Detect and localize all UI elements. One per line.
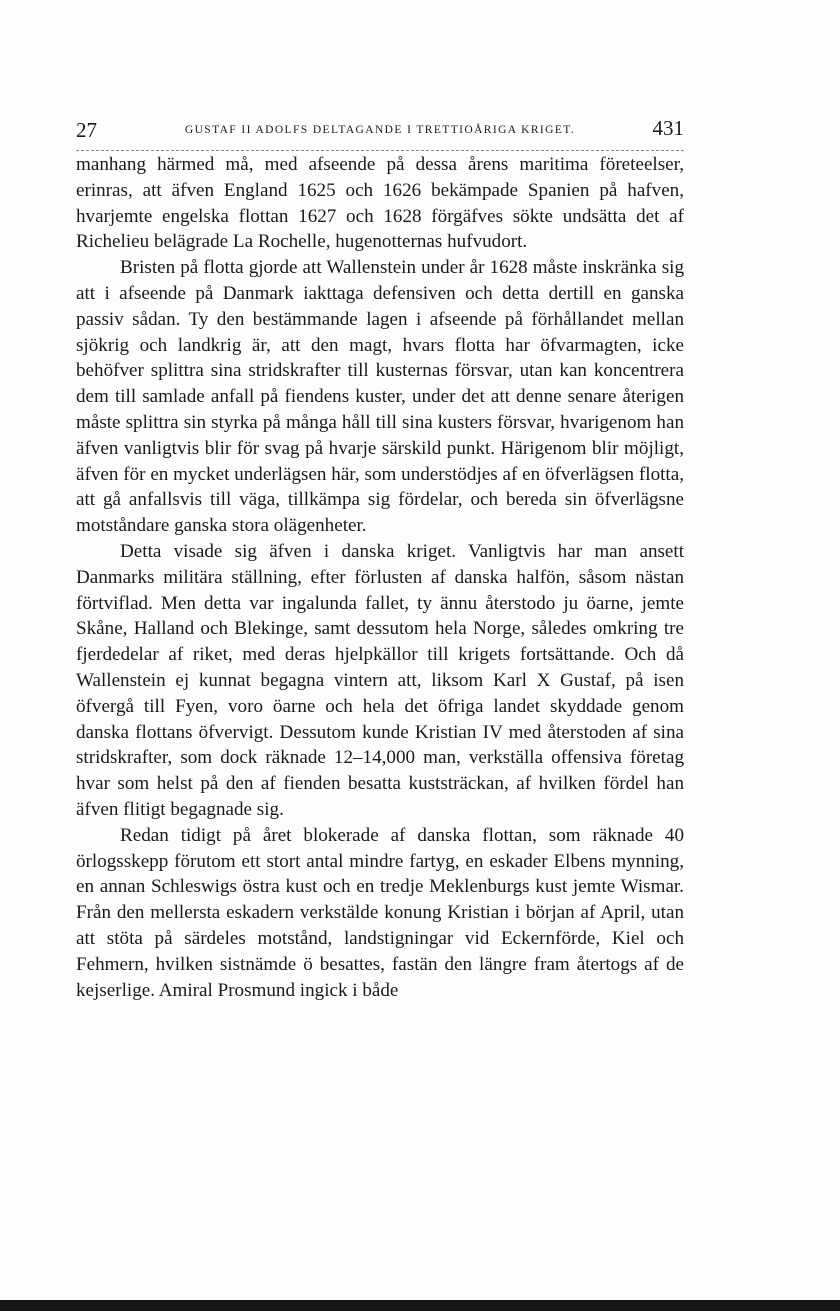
- body-text: [76, 152, 684, 1003]
- header-divider: [76, 150, 684, 151]
- paragraph-bristen: Bristen på flotta gjorde att Wallenstein under år 1628 måste inskränka sig att i afseende på Danmark iakttaga defensiven och detta dertill en ganska passiv sådan. Ty den bestämmande lagen i afseende på förhållandet mellan sjökrig och landkrig är, att den magt, hvars flotta har öfvarmagten, icke behöfver splittra sina stridskrafter till kusternas försvar, utan kan koncentrera dem till samlade anfall på fiendens kuster, under det att denne senare återigen måste splittra sin styrka på många håll till sina kusters försvar, hvarigenom han äfven vanligtvis blir för svag på hvarje särskild punkt. Härigenom blir möjligt, äfven för en mycket underlägsen här, som understödjes af en öfverlägsen flotta, att gå anfallsvis till väga, tillkämpa sig fördelar, och bereda sin öfverlägsne motståndare ganska stora olägenheter.: [76, 257, 684, 537]
- paragraph-detta: Detta visade sig äfven i danska kriget. Vanligtvis har man ansett Danmarks militära ställning, efter förlusten af danska halfön, såsom nästan förtviflad. Men detta var ingalunda fallet, ty ännu återstodo ju öarne, jemte Skåne, Halland och Blekinge, samt dessutom hela Norge, således omkring tre fjerdedelar af riket, med deras hjelpkällor till krigets fortsättande. Och då Wallenstein ej kunnat begagna vintern att, liksom Karl X Gustaf, på isen öfvergå till Fyen, voro öarne och hela det öfriga landet skyddade genom danska flottans öfvervigt. Dessutom kunde Kristian IV med återstoden af sina stridskrafter, som dock räknade 12–14,000 man, verkställa offensiva företag hvar som helst på den af fienden besatta kuststräckan, af hvilken fördel han äfven flitigt begagnade sig.: [76, 540, 684, 820]
- paragraph-redan: Redan tidigt på året blokerade af danska flottan, som räknade 40 örlogsskepp förutom ett stort antal mindre fartyg, en eskader Elbens mynning, en annan Schleswigs östra kust och en tredje Meklenburgs kust jemte Wismar. Från den mellersta eskadern verkstälde konung Kristian i början af April, utan att stöta på särdeles motstånd, landstigningar vid Eckernförde, Kiel och Fehmern, hvilken sistnämde ö besattes, fastän den längre fram återtogs af de kejserlige. Amiral Prosmund ingick i både: [76, 824, 684, 1001]
- paragraph-continued: manhang härmed må, med afseende på dessa årens maritima företeelser, erinras, att äfven England 1625 och 1626 bekämpade Spanien på hafven, hvarjemte engelska flottan 1627 och 1628 förgäfves sökte undsätta det af Richelieu belägrade La Rochelle, hugenotternas hufvudort.: [76, 154, 684, 253]
- page-number-right: 431: [652, 116, 684, 140]
- scan-edge: [0, 1300, 840, 1311]
- running-title: GUSTAF II ADOLFS DELTAGANDE I TRETTIOÅRIGA KRIGET.: [184, 124, 576, 136]
- page-number-left: 27: [76, 118, 97, 142]
- page-header: [76, 114, 684, 144]
